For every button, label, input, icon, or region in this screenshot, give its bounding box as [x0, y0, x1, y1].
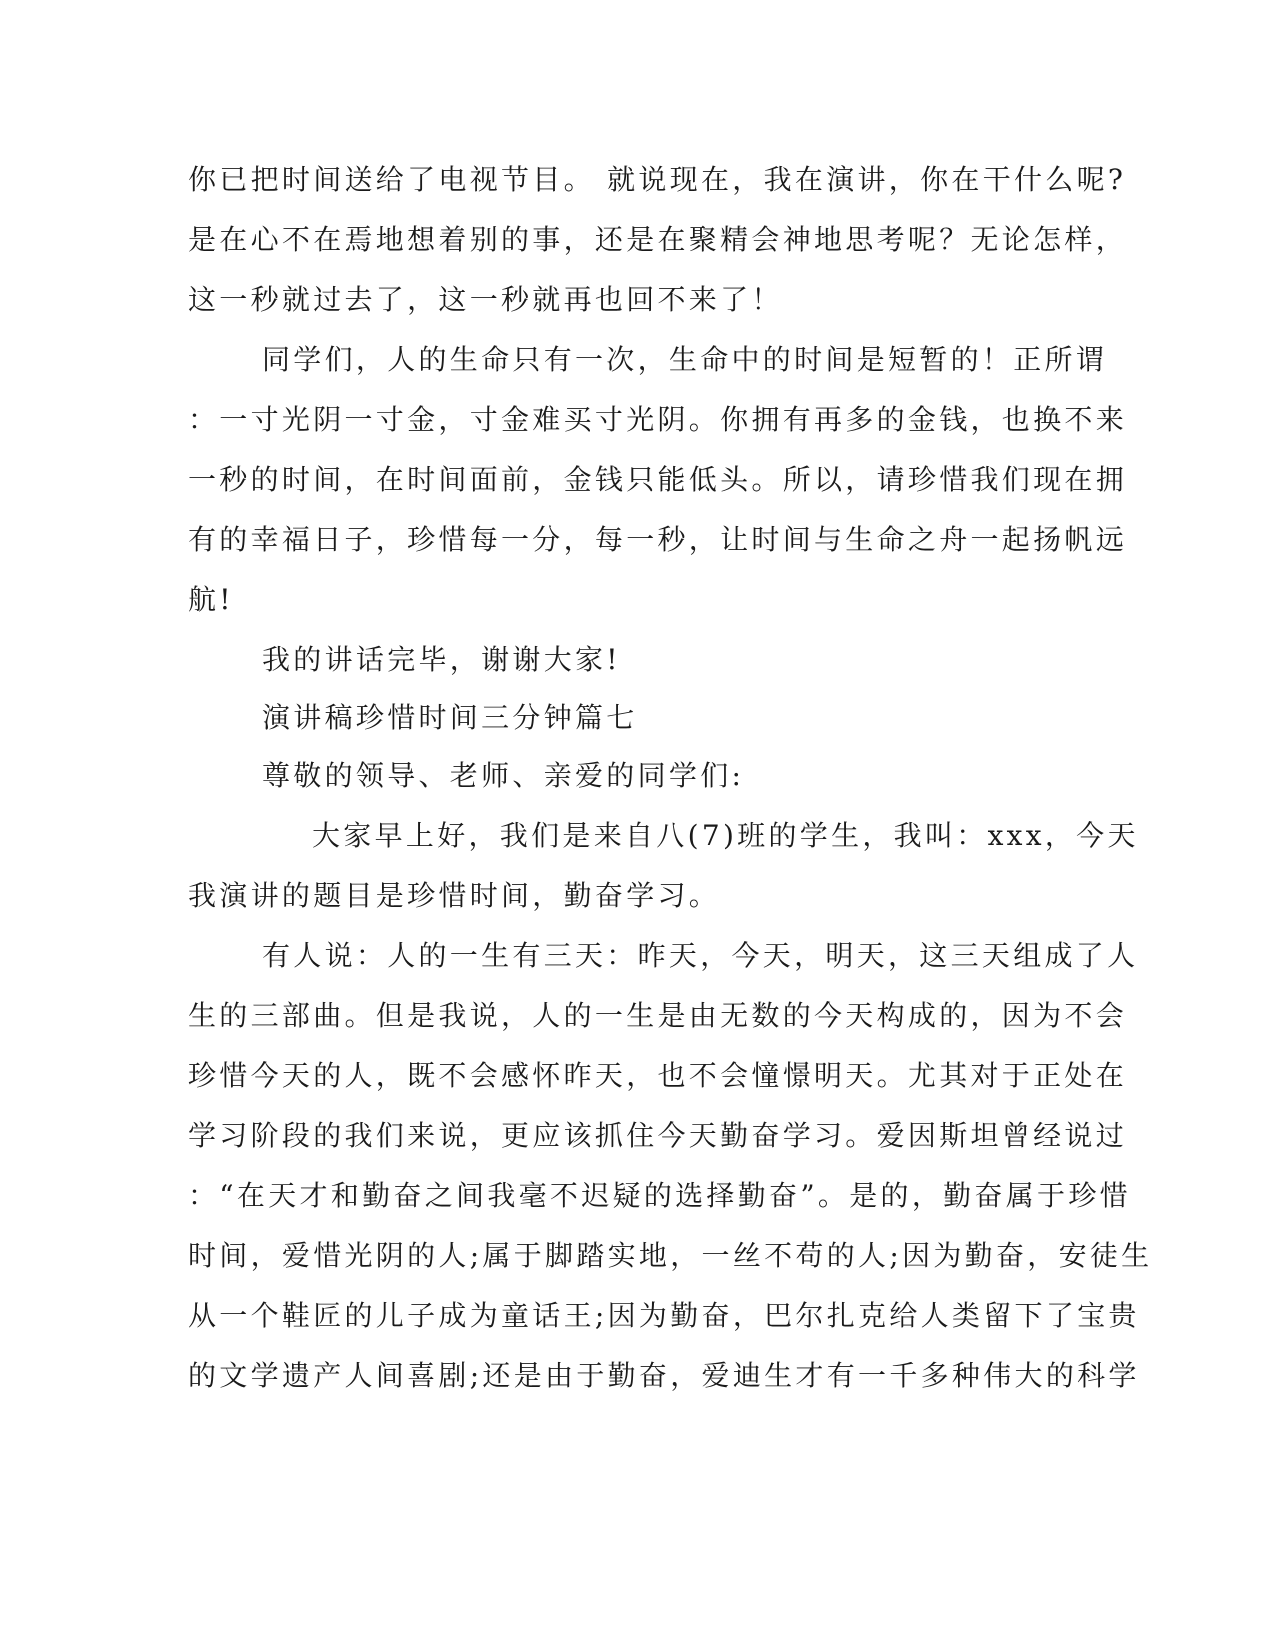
paragraph-start: 我的讲话完毕，谢谢大家!: [262, 643, 621, 676]
salutation: 尊敬的领导、老师、亲爱的同学们:: [262, 759, 745, 792]
text-line: 航!: [188, 583, 234, 616]
text-line: 时间，爱惜光阴的人;属于脚踏实地，一丝不苟的人;因为勤奋，安徒生: [188, 1239, 1153, 1272]
text-line: ：一寸光阴一寸金，寸金难买寸光阴。你拥有再多的金钱，也换不来: [188, 403, 1128, 436]
text-line: ：“在天才和勤奋之间我毫不迟疑的选择勤奋”。是的，勤奋属于珍惜: [188, 1179, 1131, 1212]
text-line: 一秒的时间，在时间面前，金钱只能低头。所以，请珍惜我们现在拥: [188, 463, 1128, 496]
text-line: 生的三部曲。但是我说，人的一生是由无数的今天构成的，因为不会: [188, 999, 1128, 1032]
paragraph-start: 有人说：人的一生有三天：昨天，今天，明天，这三天组成了人: [262, 939, 1139, 972]
text-line: 我演讲的题目是珍惜时间，勤奋学习。: [188, 879, 721, 912]
text-line: 是在心不在焉地想着别的事，还是在聚精会神地思考呢？无论怎样，: [188, 223, 1128, 256]
text-line: 学习阶段的我们来说，更应该抓住今天勤奋学习。爱因斯坦曾经说过: [188, 1119, 1128, 1152]
text-line: 你已把时间送给了电视节目。 就说现在，我在演讲，你在干什么呢?: [188, 163, 1127, 196]
paragraph-start: 同学们，人的生命只有一次，生命中的时间是短暂的！正所谓: [262, 343, 1108, 376]
text-line: 有的幸福日子，珍惜每一分，每一秒，让时间与生命之舟一起扬帆远: [188, 523, 1128, 556]
text-line: 珍惜今天的人，既不会感怀昨天，也不会憧憬明天。尤其对于正处在: [188, 1059, 1128, 1092]
section-heading: 演讲稿珍惜时间三分钟篇七: [262, 701, 638, 734]
paragraph-start: 大家早上好，我们是来自八(7)班的学生，我叫：xxx，今天: [312, 819, 1139, 852]
text-line: 从一个鞋匠的儿子成为童话王;因为勤奋，巴尔扎克给人类留下了宝贵: [188, 1299, 1140, 1332]
text-line: 这一秒就过去了，这一秒就再也回不来了！: [188, 283, 783, 316]
text-line: 的文学遗产人间喜剧;还是由于勤奋，爱迪生才有一千多种伟大的科学: [188, 1359, 1140, 1392]
